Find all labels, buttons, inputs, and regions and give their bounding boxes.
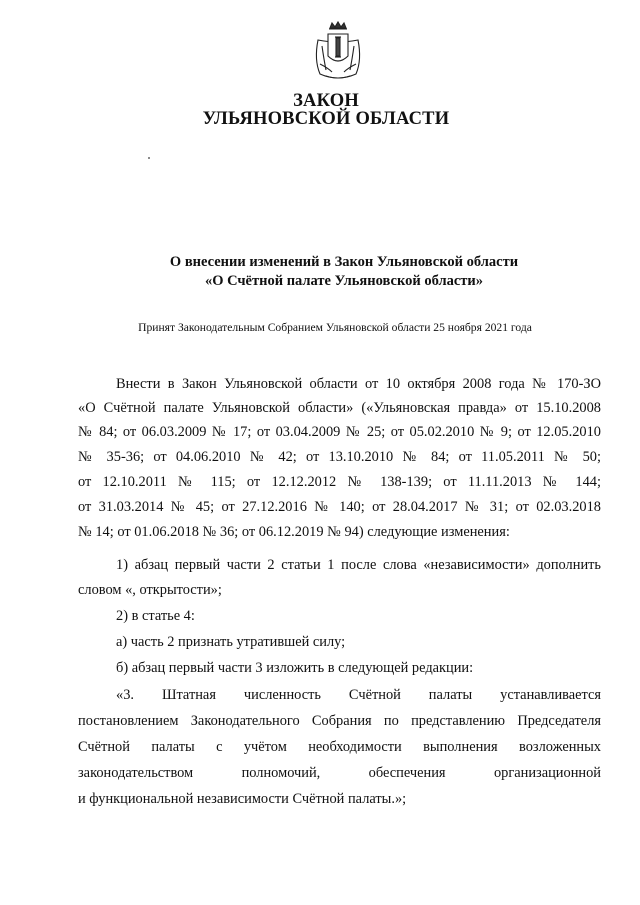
body-line: № 14; от 01.06.2018 № 36; от 06.12.2019 № 94) следующие изменения:: [78, 524, 510, 540]
body-line: б) абзац первый части 3 изложить в следующей редакции:: [116, 660, 474, 676]
body-line: № 35-36; от 04.06.2010 № 42; от 13.10.2010 № 84; от 11.05.2011 № 50;: [78, 449, 601, 465]
law-subject-line-1: О внесении изменений в Закон Ульяновской области: [169, 254, 519, 270]
body-line: и функциональной независимости Счётной палаты.»;: [78, 791, 407, 807]
law-subject-line-2: «О Счётной палате Ульяновской области»: [204, 273, 484, 289]
law-region-title: УЛЬЯНОВСКОЙ ОБЛАСТИ: [202, 109, 450, 129]
body-line: 1) абзац первый части 2 статьи 1 после слова «независимости» дополнить: [116, 557, 601, 573]
body-line: постановлением Законодательного Собрания по представлению Председателя: [78, 713, 601, 729]
body-line: законодательством полномочий, обеспечения организационной: [78, 765, 601, 781]
body-line: а) часть 2 признать утратившей силу;: [116, 634, 346, 650]
body-line: Счётной палаты с учётом необходимости выполнения возложенных: [78, 739, 601, 755]
scan-speck: [148, 157, 150, 159]
adoption-note: Принят Законодательным Собранием Ульяновской области 25 ноября 2021 года: [138, 321, 532, 334]
law-title: ЗАКОН: [293, 91, 359, 111]
body-line: № 84; от 06.03.2009 № 17; от 03.04.2009 № 25; от 05.02.2010 № 9; от 12.05.2010: [78, 424, 601, 440]
body-line: Внести в Закон Ульяновской области от 10 октября 2008 года № 170-ЗО: [116, 376, 601, 392]
body-line: словом «, открытости»;: [78, 582, 222, 598]
body-line: «3. Штатная численность Счётной палаты устанавливается: [116, 687, 601, 703]
body-line: от 12.10.2011 № 115; от 12.12.2012 № 138-139; от 11.11.2013 № 144;: [78, 474, 601, 490]
body-line: «О Счётной палате Ульяновской области» («Ульяновская правда» от 15.10.2008: [78, 400, 601, 416]
coat-of-arms-emblem: [306, 20, 370, 84]
body-line: 2) в статье 4:: [116, 608, 195, 624]
body-line: от 31.03.2014 № 45; от 27.12.2016 № 140; от 28.04.2017 № 31; от 02.03.2018: [78, 499, 601, 515]
coat-of-arms-icon: [306, 20, 370, 84]
